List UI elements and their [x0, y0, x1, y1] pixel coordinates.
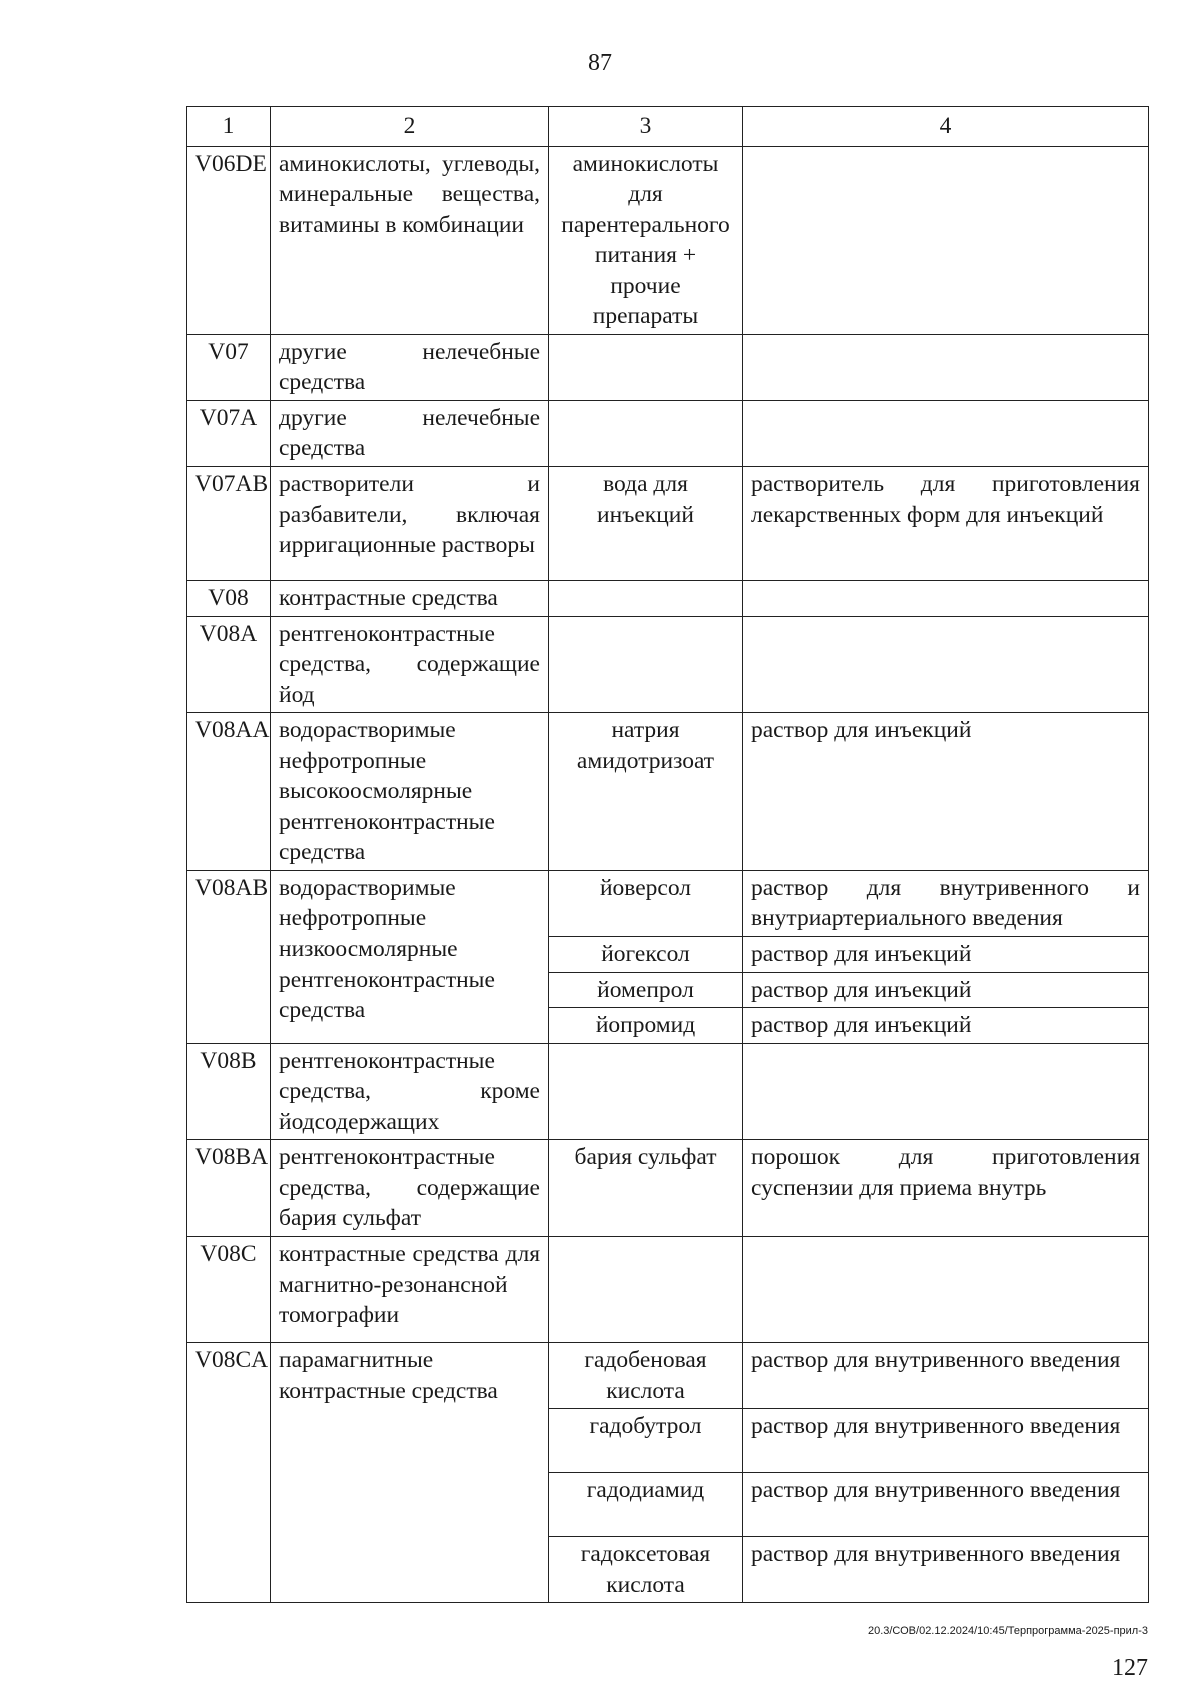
table-row — [187, 1342, 1149, 1408]
drug-name: гадобеновая кислота — [549, 1342, 743, 1408]
atc-group-name: рентгеноконтрастные средства, содержащие бария сульфат — [271, 1140, 549, 1237]
drug-name: йоверсол — [549, 870, 743, 936]
drug-name — [549, 400, 743, 466]
drug-name: йомепрол — [549, 972, 743, 1008]
dosage-form: раствор для инъекций — [743, 1008, 1149, 1044]
dosage-form — [743, 581, 1149, 617]
table-row — [187, 581, 1149, 617]
atc-group-name: водорастворимые нефротропные низкоосмолярные рентгеноконтрастные средства — [271, 870, 549, 1043]
atc-group-name: аминокислоты, углеводы, минеральные вещества, витамины в комбинации — [271, 146, 549, 334]
dosage-form — [743, 616, 1149, 713]
drug-name: йогексол — [549, 937, 743, 973]
drug-name — [549, 581, 743, 617]
drug-name: гадодиамид — [549, 1473, 743, 1537]
page-number-top: 87 — [588, 50, 612, 76]
atc-code: V08B — [187, 1043, 271, 1140]
dosage-form — [743, 334, 1149, 400]
atc-code: V08 — [187, 581, 271, 617]
table-row — [187, 616, 1149, 713]
dosage-form — [743, 1236, 1149, 1342]
drug-name: аминокислоты для парентерального питания + прочие препараты — [549, 146, 743, 334]
atc-group-name: растворители и разбавители, включая ирригационные растворы — [271, 467, 549, 581]
drug-name — [549, 616, 743, 713]
page-number-bottom: 127 — [1112, 1655, 1148, 1681]
document-reference: 20.3/СОВ/02.12.2024/10:45/Терпрограмма-2025-прил-3 — [867, 1625, 1148, 1637]
atc-group-name: другие нелечебные средства — [271, 400, 549, 466]
table-row — [187, 467, 1149, 581]
column-header-1: 1 — [187, 107, 271, 147]
table-row — [187, 1043, 1149, 1140]
drug-name — [549, 1236, 743, 1342]
atc-code: V07 — [187, 334, 271, 400]
dosage-form: растворитель для приготовления лекарственных форм для инъекций — [743, 467, 1149, 581]
atc-code: V08AB — [187, 870, 271, 1043]
atc-code: V07AB — [187, 467, 271, 581]
atc-group-name: контрастные средства — [271, 581, 549, 617]
table-row — [187, 1140, 1149, 1237]
drug-name — [549, 1043, 743, 1140]
table-row — [187, 713, 1149, 871]
column-header-3: 3 — [549, 107, 743, 147]
atc-code: V08A — [187, 616, 271, 713]
table-row — [187, 1236, 1149, 1342]
dosage-form: раствор для внутривенного введения — [743, 1409, 1149, 1473]
dosage-form: раствор для внутривенного введения — [743, 1342, 1149, 1408]
atc-code: V08BA — [187, 1140, 271, 1237]
drug-name — [549, 334, 743, 400]
column-header-4: 4 — [743, 107, 1149, 147]
dosage-form — [743, 400, 1149, 466]
drug-table — [186, 106, 1149, 1603]
dosage-form: раствор для внутривенного введения — [743, 1537, 1149, 1603]
table-row — [187, 334, 1149, 400]
drug-name: вода для инъекций — [549, 467, 743, 581]
atc-code: V08AA — [187, 713, 271, 871]
atc-group-name: водорастворимые нефротропные высокоосмолярные рентгеноконтрастные средства — [271, 713, 549, 871]
drug-name: натрия амидотризоат — [549, 713, 743, 871]
dosage-form: порошок для приготовления суспензии для приема внутрь — [743, 1140, 1149, 1237]
column-header-2: 2 — [271, 107, 549, 147]
drug-name: гадоксетовая кислота — [549, 1537, 743, 1603]
atc-group-name: рентгеноконтрастные средства, содержащие йод — [271, 616, 549, 713]
dosage-form: раствор для внутривенного введения — [743, 1473, 1149, 1537]
dosage-form: раствор для инъекций — [743, 713, 1149, 871]
dosage-form: раствор для внутривенного и внутриартериального введения — [743, 870, 1149, 936]
dosage-form: раствор для инъекций — [743, 972, 1149, 1008]
table-row — [187, 400, 1149, 466]
table-row — [187, 146, 1149, 334]
atc-code: V08C — [187, 1236, 271, 1342]
dosage-form: раствор для инъекций — [743, 937, 1149, 973]
atc-group-name: рентгеноконтрастные средства, кроме йодсодержащих — [271, 1043, 549, 1140]
atc-group-name: контрастные средства для магнитно-резонансной томографии — [271, 1236, 549, 1342]
dosage-form — [743, 146, 1149, 334]
drug-name: бария сульфат — [549, 1140, 743, 1237]
header-row — [187, 107, 1149, 147]
atc-code: V07A — [187, 400, 271, 466]
atc-code: V06DE — [187, 146, 271, 334]
drug-name: гадобутрол — [549, 1409, 743, 1473]
dosage-form — [743, 1043, 1149, 1140]
atc-group-name: другие нелечебные средства — [271, 334, 549, 400]
atc-code: V08CA — [187, 1342, 271, 1602]
table-row — [187, 870, 1149, 936]
atc-group-name: парамагнитные контрастные средства — [271, 1342, 549, 1602]
drug-name: йопромид — [549, 1008, 743, 1044]
